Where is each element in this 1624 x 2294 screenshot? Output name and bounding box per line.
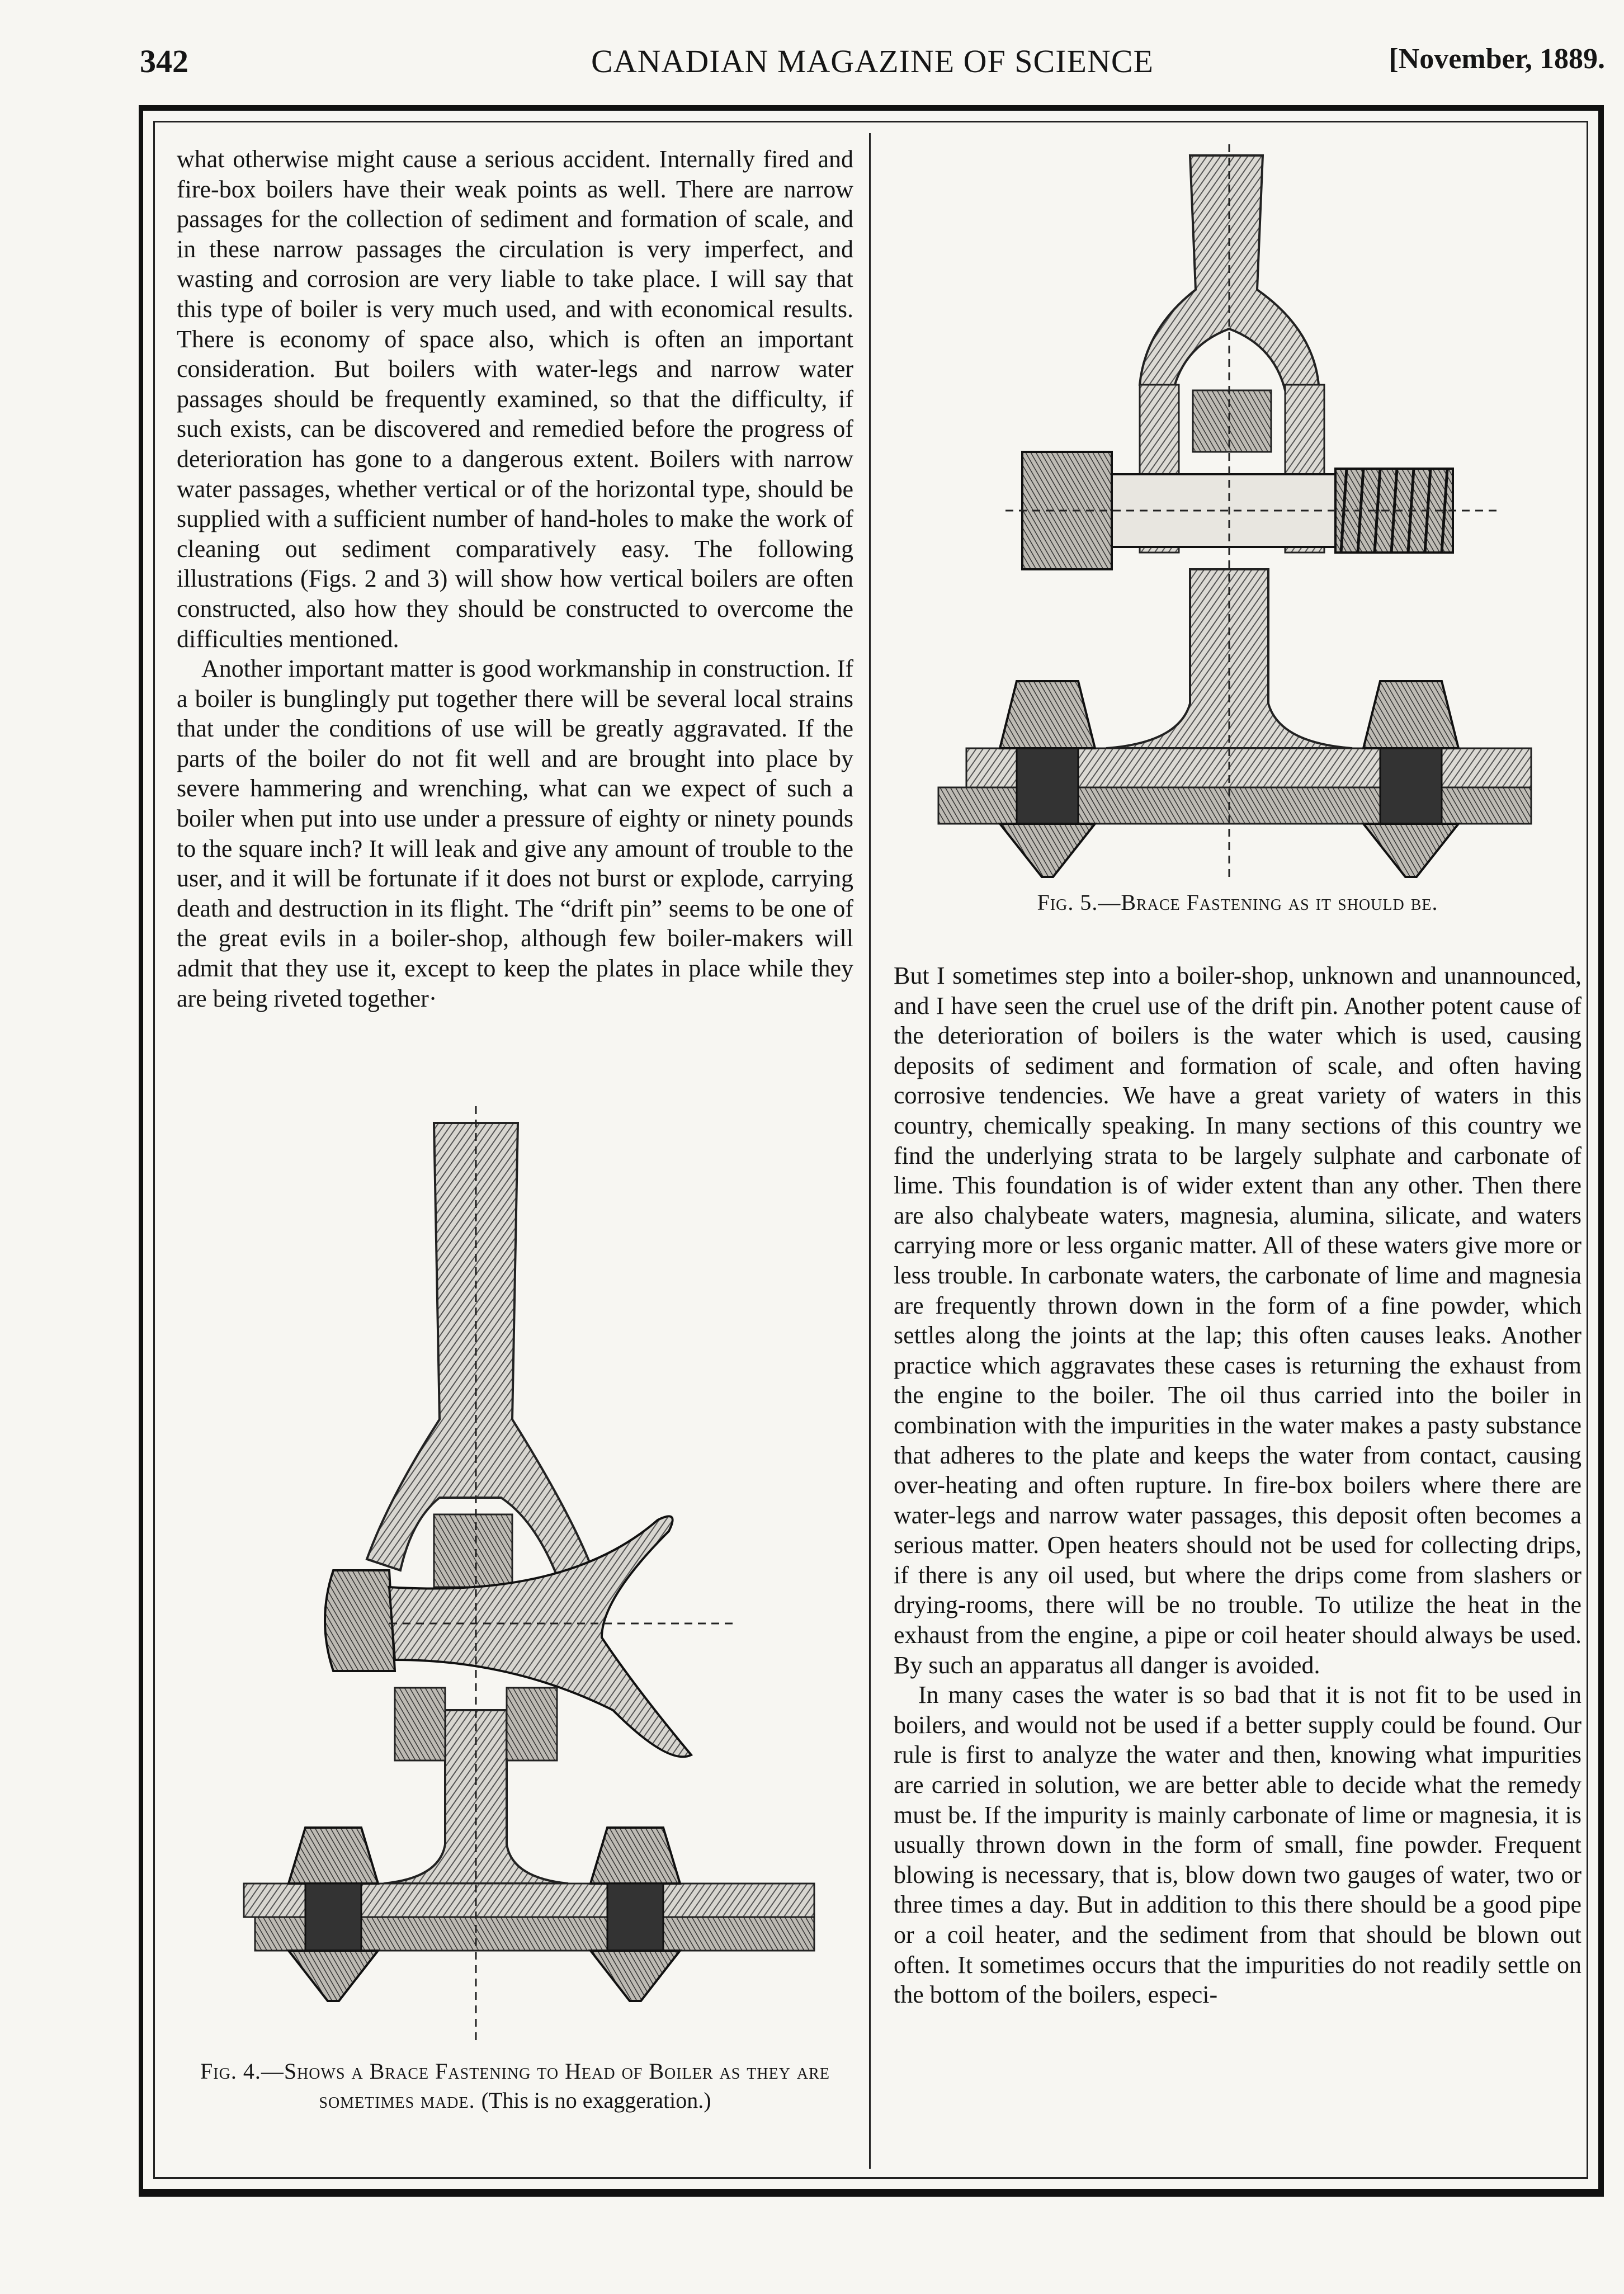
figure-4-caption-note: (This is no exaggeration.) bbox=[481, 2088, 711, 2113]
fork-block bbox=[434, 1514, 512, 1587]
fork-block bbox=[1193, 390, 1271, 452]
lug-left bbox=[395, 1688, 445, 1760]
running-head bbox=[140, 38, 1605, 88]
figure-5-illustration bbox=[894, 144, 1581, 888]
column-rule bbox=[869, 133, 871, 2169]
brace-rod bbox=[367, 1123, 591, 1576]
right-column bbox=[894, 961, 1581, 2010]
right-paragraph-2: In many cases the water is so bad that it is not fit to be used in boilers, and would not be used if a better supply could be found. Our rule is first to analyze the water and then, knowing what impurities are carried in solution, we are better able to decide what the remedy must be. If the impurity is mainly carbonate of lime or magnesia, it is usually thrown down in the form of small, fine powder. Frequent blowing is necessary, that is, blow down two gauges of water, two or three times a day. But in addition to this there should be a good pipe or a coil heater, and the sediment from that should be blown out often. It sometimes occurs that the impurities do not readily settle on the bottom of the boilers, especi- bbox=[894, 1681, 1581, 2009]
right-paragraph-1: But I sometimes step into a boiler-shop, unknown and unannounced, and I have seen the cruel use of the drift pin. Another potent cause of the deterioration of boilers is the water which is used, causing deposits of sediment and formation of scale, and often having corrosive tendencies. We have a great variety of waters in this country, chemically speaking. In many sections of this country we find the underlying strata to be largely sulphate and carbonate of lime. This foundation is of wider extent than any other. Then there are also chalybeate waters, magnesia, alumina, silicate, and waters carrying more or less organic matter. All of these waters give more or less trouble. In carbonate waters, the carbonate of lime and magnesia are frequently thrown down in the form of a fine powder, which settles along the joints at the lap; this often causes leaks. Another practice which aggravates these cases is returning the exhaust from the engine to the boiler. The oil thus carried into the boiler in combination with the impurities in the water makes a pasty substance that adheres to the plate and keeps the water from contact, causing over-heating and often rupture. In fire-box boilers where there are water-legs and narrow water passages, this deposit often becomes a serious matter. Open heaters should not be used for collecting drips, if there is any oil used, but where the drips come from slashers or drying-rooms, there will be no trouble. To utilize the heat in the exhaust from the engine, a pipe or coil heater should always be used. By such an apparatus all danger is avoided. bbox=[894, 962, 1581, 1679]
figure-4-caption bbox=[177, 2057, 853, 2115]
left-paragraph-1: what otherwise might cause a serious accident. Internally fired and fire-box boilers have their weak points as well. There are narrow passages for the collection of sediment and formation of scale, and in these narrow passages the circulation is very imperfect, and wasting and corrosion are very liable to take place. I will say that this type of boiler is very much used, and with economical results. There is economy of space also, which is often an important consideration. But boilers with water-legs and narrow water passages should be frequently examined, so that the difficulty, if such exists, can be discovered and remedied before the progress of deterioration has gone to a dangerous extent. Boilers with narrow water passages, whether vertical or of the horizontal type, should be supplied with a sufficient number of hand-holes to make the work of cleaning out sediment comparatively easy. The following illustrations (Figs. 2 and 3) will show how vertical boilers are often constructed, also how they should be constructed to overcome the difficulties mentioned. bbox=[177, 145, 853, 653]
lug-right bbox=[507, 1688, 557, 1760]
figure-4-illustration bbox=[177, 1106, 853, 2057]
left-column bbox=[177, 144, 853, 1013]
figure-4 bbox=[177, 1106, 853, 2169]
journal-title: CANADIAN MAGAZINE OF SCIENCE bbox=[591, 43, 1154, 79]
figure-5 bbox=[894, 144, 1581, 938]
page-frame bbox=[139, 105, 1604, 2197]
issue-date: [November, 1889. bbox=[1389, 43, 1605, 75]
page-number: 342 bbox=[140, 43, 188, 79]
left-paragraph-2: Another important matter is good workmanship in construction. If a boiler is bunglingly put together there will be several local strains that under the conditions of use will be greatly aggravated. If the parts of the boiler do not fit well and are brought into place by severe hammering and wrenching, what can we expect of such a boiler when put into use under a pressure of eighty or ninety pounds to the square inch? It will leak and give any amount of trouble to the user, and it will be fortunate if it does not burst or explode, carrying death and destruction in its flight. The “drift pin” seems to be one of the great evils in a boiler-shop, although few boiler-makers will admit that they use it, except to keep the plates in place while they are being riveted together· bbox=[177, 655, 853, 1012]
figure-4-caption-text: Fig. 4.—Shows a Brace Fastening to Head of Boiler as they are sometimes made. bbox=[200, 2059, 830, 2113]
figure-5-caption: Fig. 5.—Brace Fastening as it should be. bbox=[1037, 890, 1438, 915]
pin-head bbox=[325, 1570, 395, 1671]
